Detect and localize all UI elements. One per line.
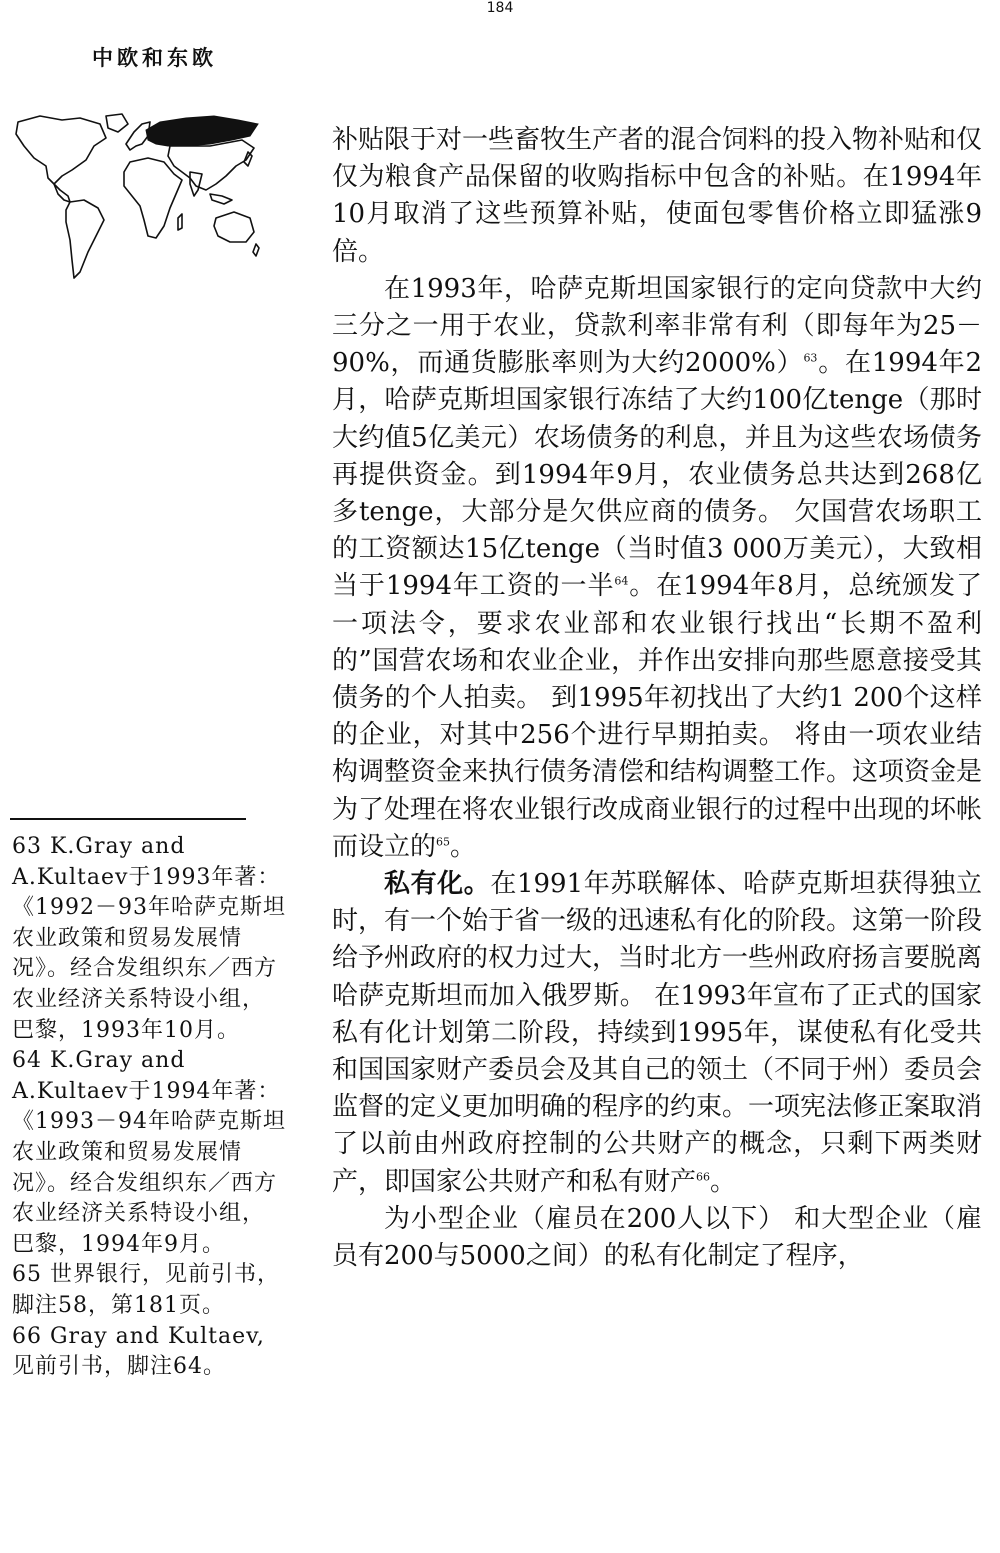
text-span: 。在1994年8月，总统颁发了一项法令，要求农业部和农业银行找出“长期不盈利的”国营农场和农业企业，并作出安排向那些愿意接受其债务的个人拍卖。 到1995年初找出了大约1 200个这样的企业，对其中256个进行早期拍卖。 将由一项农业结构调整资金来执行债务清偿和结构调整工作。这项资金是为了处理在将农业银行改成商业银行的过程中出现的坏帐而设立的 xyxy=(332,571,983,862)
footnote-ref-64: 64 xyxy=(614,574,629,588)
footnote-ref-63: 63 xyxy=(803,351,818,365)
paragraph-subsidies: 补贴限于对一些畜牧生产者的混合饲料的投入物补贴和仅仅为粮食产品保留的收购指标中包含的补贴。在1994年10月取消了这些预算补贴，使面包零售价格立即猛涨9倍。 xyxy=(332,125,983,267)
text-span: 在1993年，哈萨克斯坦国家银行的定向贷款中大约三分之一用于农业，贷款利率非常有利（即每年为25－90%，而通货膨胀率则为大约2000%） xyxy=(332,273,982,379)
footnote-63: 63 K.Gray and A.Kultaev于1993年著：《1992－93年哈萨克斯坦农业政策和贸易发展情况》。经合发组织东／西方农业经济关系特设小组，巴黎，1993年10月。 xyxy=(12,834,286,1043)
paragraph-enterprises: 为小型企业（雇员在200人以下） 和大型企业（雇员有200与5000之间）的私有化制定了程序， xyxy=(332,1203,982,1272)
world-map-image xyxy=(10,110,260,285)
page-number: 184 xyxy=(486,0,514,16)
text-span: 。 xyxy=(710,1166,737,1197)
paragraph-privatization xyxy=(332,866,982,1201)
section-heading-privatization: 私有化。 xyxy=(384,869,491,900)
footnote-ref-65: 65 xyxy=(436,835,451,849)
footnote-65: 65 世界银行，见前引书，脚注58，第181页。 xyxy=(12,1262,280,1318)
region-label: 中欧和东欧 xyxy=(92,45,217,70)
text-span: 。 xyxy=(450,831,477,862)
footnotes xyxy=(12,832,287,1383)
footnote-64: 64 K.Gray and A.Kultaev于1994年著：《1993－94年哈萨克斯坦农业政策和贸易发展情况》。经合发组织东／西方农业经济关系特设小组，巴黎，1994年9月。 xyxy=(12,1048,286,1257)
highlighted-region xyxy=(146,116,258,146)
footnote-66: 66 Gray and Kultaev, 见前引书，脚注64。 xyxy=(12,1323,265,1380)
paragraph-credit xyxy=(332,271,982,866)
main-text-column xyxy=(332,122,982,1275)
footnote-divider xyxy=(10,818,246,820)
text-span: 。在1994年2月，哈萨克斯坦国家银行冻结了大约100亿tenge（那时大约值5亿美元）农场债务的利息，并且为这些农场债务再提供资金。到1994年9月，农业债务总共达到268亿多tenge，大部分是欠供应商的债务。 欠国营农场职工的工资额达15亿tenge（当时值3 000万美元），大致相当于1994年工资的一半 xyxy=(332,348,982,602)
footnote-ref-66: 66 xyxy=(696,1170,711,1184)
text-span: 在1991年苏联解体、哈萨克斯坦获得独立时，有一个始于省一级的迅速私有化的阶段。这第一阶段给予州政府的权力过大，当时北方一些州政府扬言要脱离哈萨克斯坦而加入俄罗斯。 在1993年宣布了正式的国家私有化计划第二阶段，持续到1995年，谋使私有化受共和国国家财产委员会及其自己的领土（不同于州）委员会监督的定义更加明确的程序的约束。一项宪法修正案取消了以前由州政府控制的公共财产的概念，只剩下两类财产，即国家公共财产和私有财产 xyxy=(332,869,983,1197)
